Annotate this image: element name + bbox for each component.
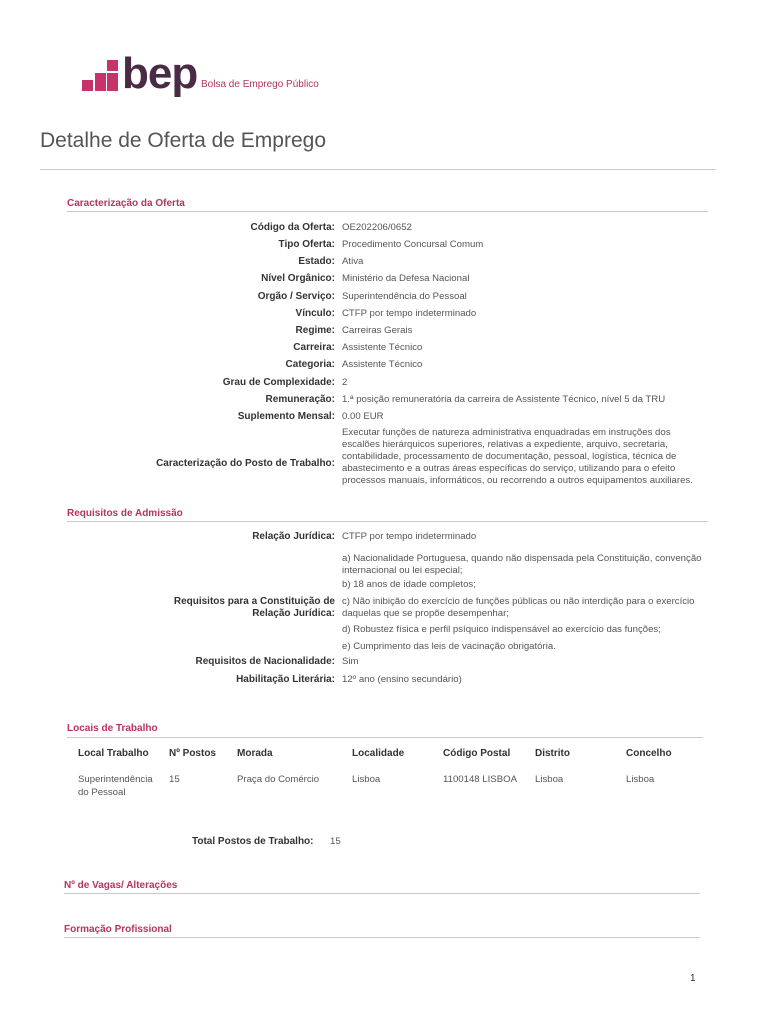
requirement-item-b: b) 18 anos de idade completos; xyxy=(342,579,476,590)
field-value-nacionalidade: Sim xyxy=(342,656,359,667)
field-label-estado: Estado: xyxy=(298,256,335,267)
field-value-remuneracao: 1.ª posição remuneratória da carreira de Assistente Técnico, nível 5 da TRU xyxy=(342,394,666,405)
field-value-estado: Ativa xyxy=(342,256,364,267)
field-value-posto: Executar funções de natureza administrativa enquadradas em instruções dos escalões hierárquicos superiores, relativas a expediente, arquivo, secretaria, contabilidade, processamento de documentação, pessoal, logística, técnica de abastecimento e a outras áreas específicas do serviço, utilizando para o efeito processos manuais, informáticos, ou recorrendo a outros equipamentos auxiliares. xyxy=(342,427,693,486)
field-label-grau: Grau de Complexidade: xyxy=(222,377,335,388)
section-title-vagas: Nº de Vagas/ Alterações xyxy=(64,880,178,891)
field-value-categoria: Assistente Técnico xyxy=(342,359,423,370)
field-label-relacao: Relação Jurídica: xyxy=(252,531,335,542)
field-label-nivel: Nível Orgânico: xyxy=(261,273,335,284)
field-label-remuneracao: Remuneração: xyxy=(265,394,335,405)
field-label-categoria: Categoria: xyxy=(285,359,335,370)
cell-morada: Praça do Comércio xyxy=(237,774,320,785)
column-header-localidade: Localidade xyxy=(352,748,405,759)
field-label-orgao: Orgão / Serviço: xyxy=(257,291,335,302)
field-label-posto: Caracterização do Posto de Trabalho: xyxy=(156,458,335,469)
cell-concelho: Lisboa xyxy=(626,774,655,785)
cell-postos: 15 xyxy=(169,774,180,785)
column-header-concelho: Concelho xyxy=(626,748,672,759)
section-title-formacao: Formação Profissional xyxy=(64,924,172,935)
field-label-constituicao-1: Requisitos para a Constituição de xyxy=(173,596,335,607)
title-divider xyxy=(40,169,716,170)
column-header-postos: Nº Postos xyxy=(169,748,216,759)
cell-local: Superintendência do Pessoal xyxy=(78,774,153,798)
field-value-grau: 2 xyxy=(342,377,348,388)
column-header-morada: Morada xyxy=(237,748,273,759)
field-label-habilitacao: Habilitação Literária: xyxy=(236,674,335,685)
field-value-habilitacao: 12º ano (ensino secundário) xyxy=(342,674,462,685)
total-postos-value: 15 xyxy=(330,836,341,847)
field-value-regime: Carreiras Gerais xyxy=(342,325,413,336)
field-value-carreira: Assistente Técnico xyxy=(342,342,423,353)
field-label-constituicao-2: Relação Jurídica: xyxy=(252,608,335,619)
field-value-suplemento: 0.00 EUR xyxy=(342,411,384,422)
requirement-item-e: e) Cumprimento das leis de vacinação obrigatória. xyxy=(342,641,556,652)
section-divider-requisitos xyxy=(67,521,708,522)
column-header-codigo-postal: Código Postal xyxy=(443,748,511,759)
page-number: 1 xyxy=(690,973,696,984)
total-postos-label: Total Postos de Trabalho: xyxy=(192,836,314,847)
cell-distrito: Lisboa xyxy=(535,774,564,785)
column-header-distrito: Distrito xyxy=(535,748,570,759)
bep-logo-mark xyxy=(82,60,120,92)
section-divider-caracterizacao xyxy=(67,211,708,212)
field-label-carreira: Carreira: xyxy=(293,342,335,353)
field-value-codigo: OE202206/0652 xyxy=(342,222,412,233)
requirement-item-d: d) Robustez física e perfil psíquico indispensável ao exercício das funções; xyxy=(342,624,661,635)
field-label-tipo: Tipo Oferta: xyxy=(278,239,335,250)
section-divider-vagas xyxy=(64,893,700,894)
logo-subtitle: Bolsa de Emprego Público xyxy=(201,79,319,90)
field-label-nacionalidade: Requisitos de Nacionalidade: xyxy=(195,656,335,667)
field-label-codigo: Código da Oferta: xyxy=(250,222,335,233)
section-divider-formacao xyxy=(64,937,700,938)
column-header-local: Local Trabalho xyxy=(78,748,149,759)
field-value-orgao: Superintendência do Pessoal xyxy=(342,291,467,302)
field-label-regime: Regime: xyxy=(295,325,335,336)
section-title-caracterizacao: Caracterização da Oferta xyxy=(67,198,185,209)
section-divider-locais xyxy=(67,737,703,738)
page-title: Detalhe de Oferta de Emprego xyxy=(40,129,327,152)
logo-wordmark: bep xyxy=(122,49,198,98)
section-title-requisitos: Requisitos de Admissão xyxy=(67,508,183,519)
requirement-item-a: a) Nacionalidade Portuguesa, quando não dispensada pela Constituição, convenção internacional ou lei especial; xyxy=(342,553,702,576)
section-title-locais: Locais de Trabalho xyxy=(67,723,158,734)
requirement-item-c: c) Não inibição do exercício de funções públicas ou não interdição para o exercício daquelas que se propõe desempenhar; xyxy=(342,596,695,619)
field-label-vinculo: Vínculo: xyxy=(295,308,335,319)
cell-codigo-postal: 1100148 LISBOA xyxy=(443,774,517,785)
cell-localidade: Lisboa xyxy=(352,774,381,785)
field-label-suplemento: Suplemento Mensal: xyxy=(237,411,335,422)
field-value-relacao: CTFP por tempo indeterminado xyxy=(342,531,477,542)
field-value-vinculo: CTFP por tempo indeterminado xyxy=(342,308,477,319)
field-value-nivel: Ministério da Defesa Nacional xyxy=(342,273,470,284)
field-value-tipo: Procedimento Concursal Comum xyxy=(342,239,484,250)
